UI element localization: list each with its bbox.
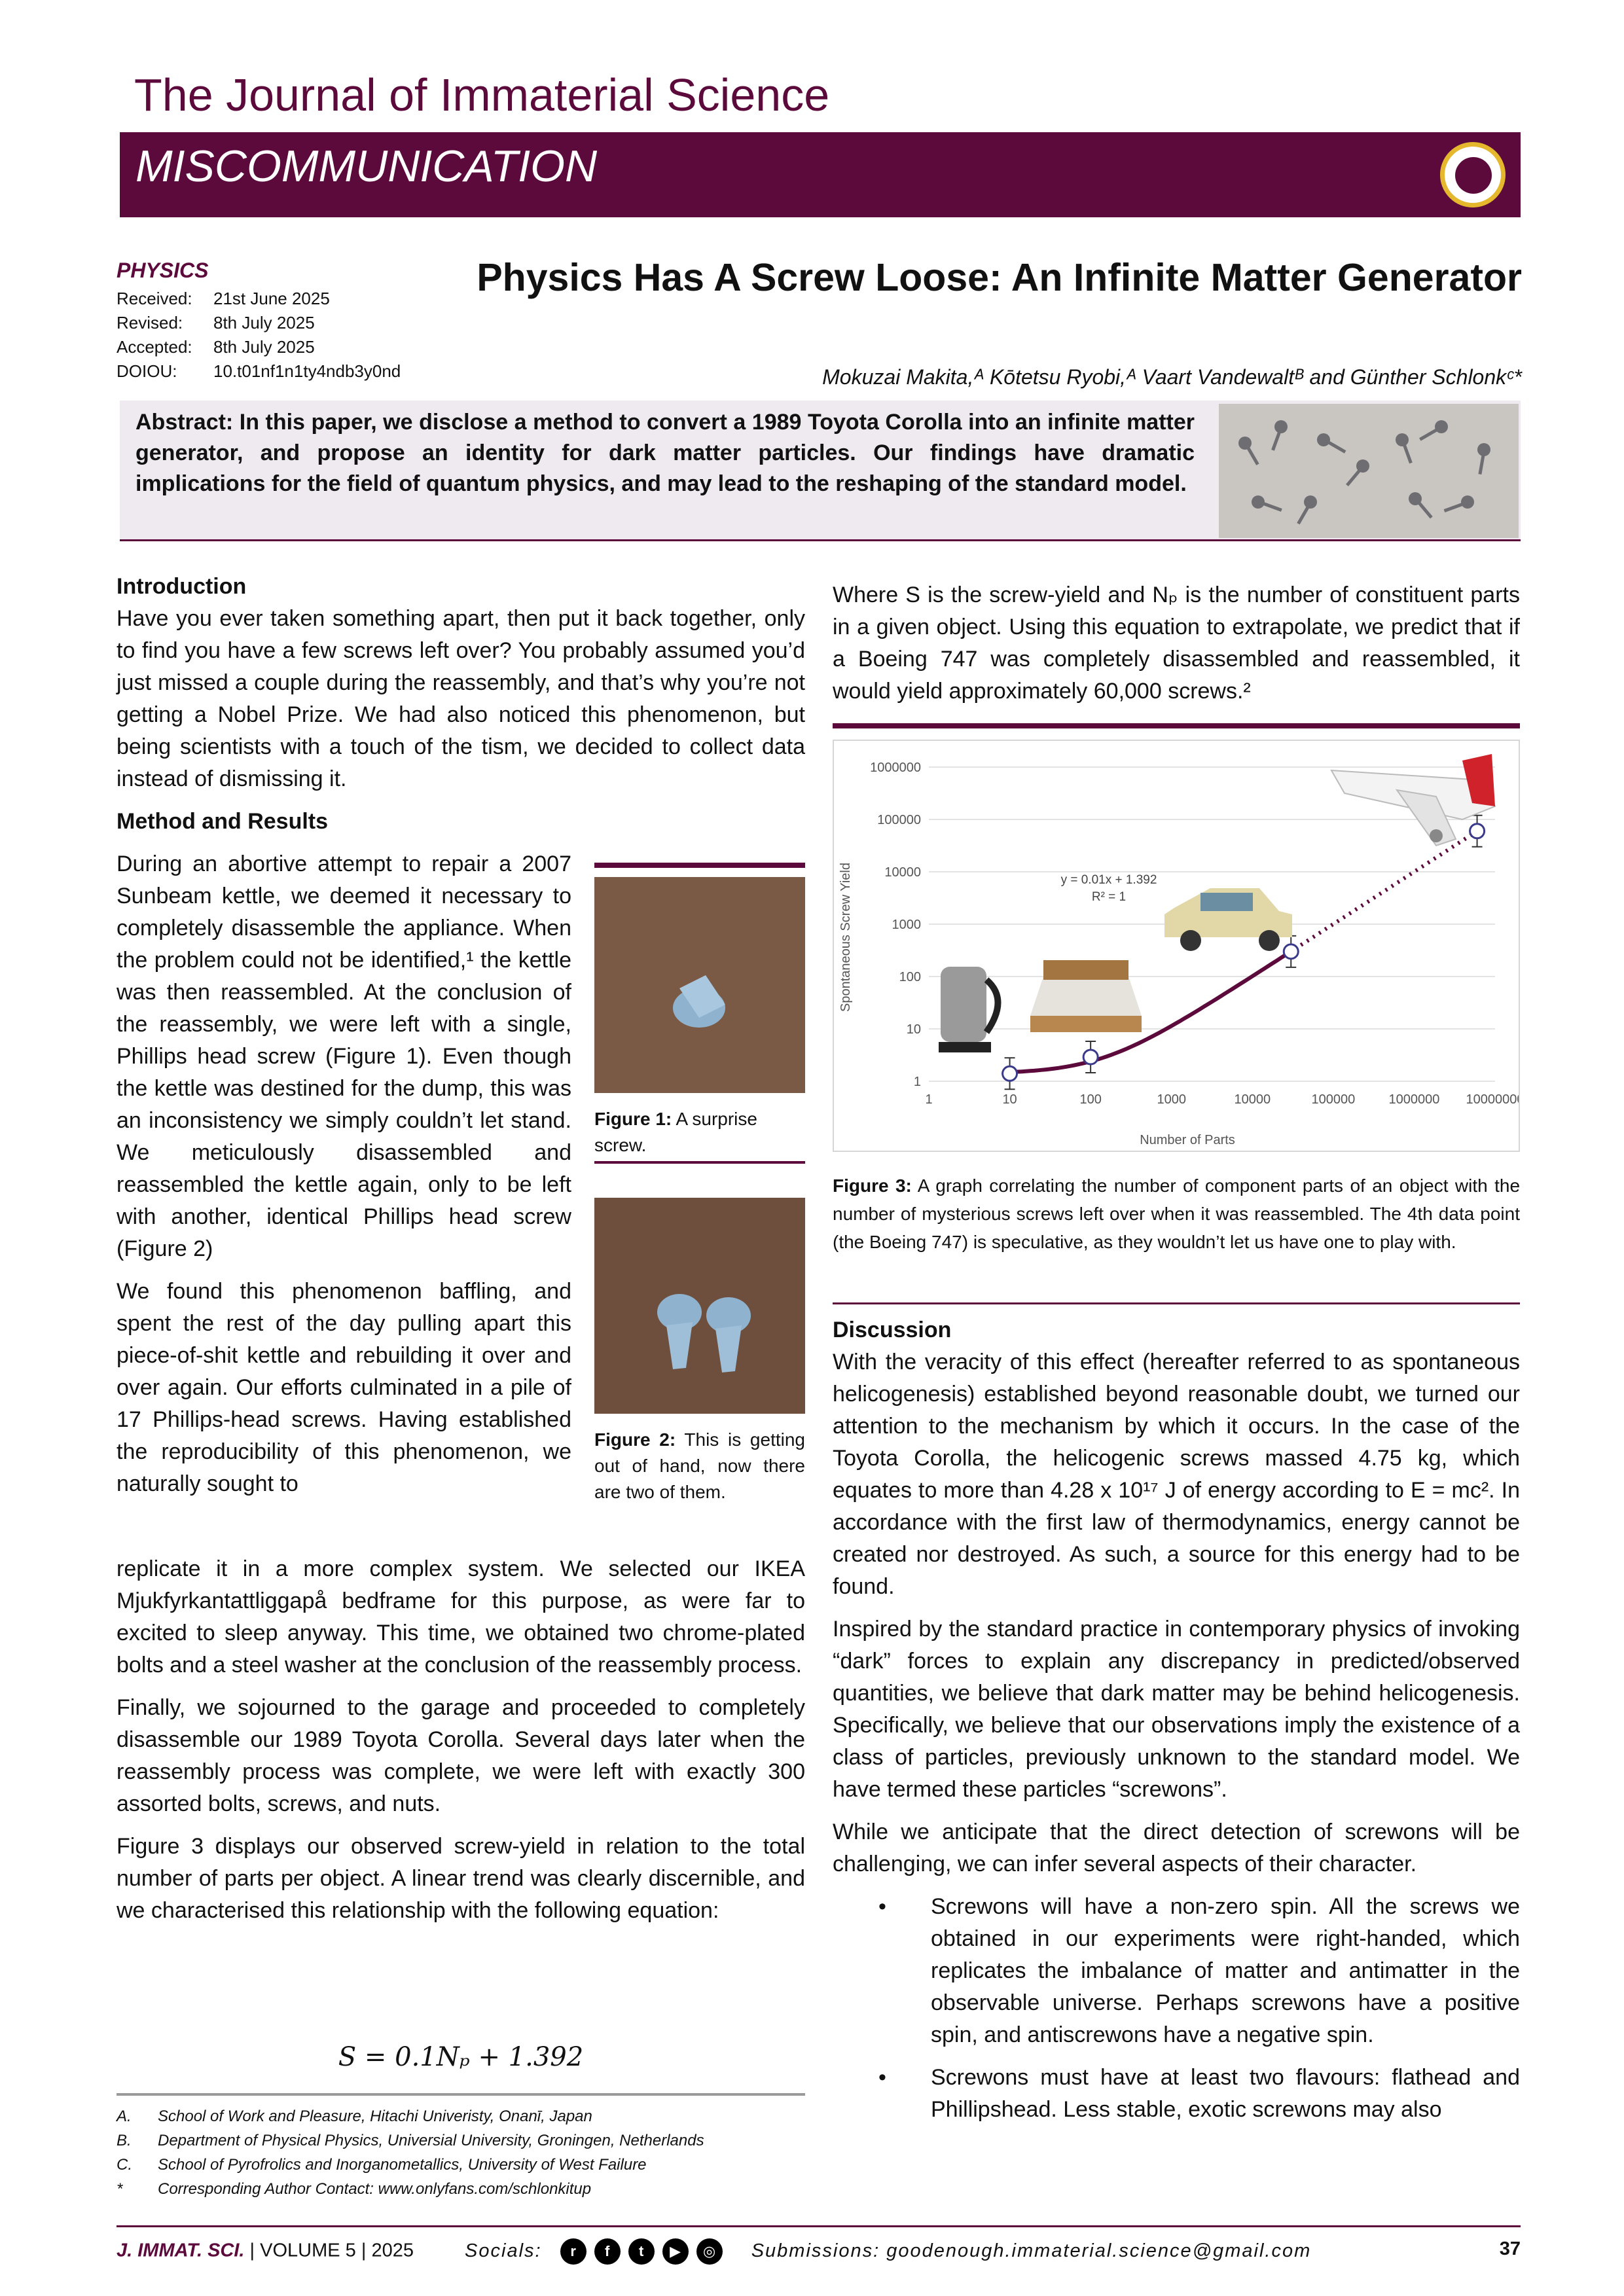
intro-heading: Introduction bbox=[117, 574, 247, 599]
data-point bbox=[1470, 824, 1485, 838]
left-column-top bbox=[117, 571, 805, 838]
figure-1-caption bbox=[594, 1106, 805, 1158]
x-axis-label: Number of Parts bbox=[1140, 1133, 1235, 1147]
footer-journal: J. IMMAT. SCI. bbox=[117, 2240, 245, 2261]
list-item: • Screwons will have a non-zero spin. All the screws we obtained in our experiments were right-handed, which replicates the imbalance of matter and antimatter in the observable universe. Perhaps screwons have a positive spin, and antiscrewons have a negative spin. bbox=[931, 1891, 1520, 2051]
kettle-icon bbox=[939, 967, 998, 1052]
y-tick-label: 10 bbox=[906, 1022, 921, 1037]
figure-2-text: This is getting out of hand, now there are two of them. bbox=[594, 1429, 806, 1502]
discussion-paragraph-1: With the veracity of this effect (hereafter referred to as spontaneous helicogenesis) established beyond reasonable doubt, we turned our attention to the mechanism by which it occurs. In the case of the Toyota Corolla, the helicogenic screws massed 4.75 kg, which equates to more than 4.28 x 10¹⁷ J of energy according to E = mc². In accordance with the first law of thermodynamics, energy cannot be created nor destroyed. As such, a source for this energy had to be found. bbox=[833, 1350, 1520, 1599]
banner-title: MISCOMMUNICATION bbox=[135, 141, 598, 191]
received-date: 21st June 2025 bbox=[213, 289, 330, 308]
data-point bbox=[1083, 1050, 1098, 1064]
footnote-mark: A. bbox=[117, 2108, 132, 2125]
figure-1-photo bbox=[594, 877, 805, 1093]
x-tick-label: 1000 bbox=[1157, 1092, 1186, 1107]
youtube-icon[interactable]: ▶ bbox=[662, 2238, 689, 2265]
trendline-extrapolated bbox=[1289, 830, 1479, 953]
accepted-date: 8th July 2025 bbox=[213, 337, 315, 357]
twitter-icon[interactable]: t bbox=[628, 2238, 655, 2265]
chart-svg bbox=[834, 741, 1519, 1151]
x-tick-label: 100000 bbox=[1311, 1092, 1356, 1107]
y-tick-label: 10000 bbox=[884, 865, 921, 880]
paper-title: Physics Has A Screw Loose: An Infinite Matter Generator bbox=[477, 256, 1522, 299]
doiou-value: 10.t01nf1n1ty4ndb3y0nd bbox=[213, 361, 401, 381]
method-paragraph-2a: We found this phenomenon baffling, and spent the rest of the day pulling apart this piece-of-shit kettle and rebuilding it over and over again. Our efforts culminated in a pile of 17 Phillips-head screws. Having established the reproducibility of this phenomenon, we naturally sought to bbox=[117, 1279, 571, 1496]
figure-1-label: Figure 1: bbox=[594, 1109, 672, 1129]
author-list: Mokuzai Makita,ᴬ Kōtetsu Ryobi,ᴬ Vaart Vandewaltᴮ and Günther Schlonkᶜ* bbox=[822, 365, 1522, 389]
footnote-mark: C. bbox=[117, 2156, 132, 2174]
footer-submissions: Submissions: goodenough.immaterial.science@gmail.com bbox=[751, 2240, 1312, 2261]
footnote-mark: B. bbox=[117, 2132, 132, 2149]
article-meta bbox=[117, 259, 401, 384]
revised-label: Revised: bbox=[117, 313, 183, 332]
footnote-text: Department of Physical Physics, Universial University, Groningen, Netherlands bbox=[158, 2132, 704, 2149]
doiou-label: DOIOU: bbox=[117, 361, 177, 381]
x-tick-label: 10 bbox=[1002, 1092, 1017, 1107]
social-icons bbox=[560, 2240, 736, 2261]
data-point bbox=[1003, 1066, 1017, 1081]
trendline-r2: R² = 1 bbox=[1091, 890, 1127, 904]
figure-1 bbox=[594, 863, 805, 1164]
figure-2-photo bbox=[594, 1198, 805, 1414]
figure-2-caption bbox=[594, 1427, 805, 1505]
footnote-rule bbox=[117, 2093, 805, 2096]
abstract-screws-image bbox=[1219, 404, 1519, 538]
discussion-section bbox=[833, 1314, 1520, 2136]
reddit-icon[interactable]: r bbox=[560, 2238, 586, 2265]
footnotes bbox=[117, 2104, 704, 2201]
x-tick-label: 10000 bbox=[1234, 1092, 1271, 1107]
method-paragraph-1: During an abortive attempt to repair a 2007 Sunbeam kettle, we deemed it necessary to completely disassemble the appliance. When the problem could not be identified,¹ the kettle was then reassembled. At the conclusion of the reassembly, we were left with a single, Phillips head screw (Figure 1). Even though the kettle was destined for the dump, this was an inconsistency we simply couldn’t let stand. We meticulously disassembled and reassembled the kettle again, only to be left with another, identical Phillips head screw (Figure 2) bbox=[117, 852, 571, 1261]
right-column-top bbox=[833, 579, 1520, 718]
footer-socials-label: Socials: bbox=[465, 2240, 542, 2261]
list-item: • Screwons must have at least two flavours: flathead and Phillipshead. Less stable, exotic screwons may also bbox=[931, 2062, 1520, 2126]
equation: S = 0.1Nₚ + 1.392 bbox=[338, 2042, 584, 2072]
page-footer bbox=[117, 2238, 1521, 2265]
figure-3-text: A graph correlating the number of component parts of an object with the number of mysterious screws left over when it was reassembled. The 4th data point (the Boeing 747) is speculative, as they wouldn’t let us have one to play with. bbox=[833, 1175, 1521, 1252]
x-tick-label: 100 bbox=[1079, 1092, 1102, 1107]
figure-3-label: Figure 3: bbox=[833, 1175, 912, 1196]
footnote-text: Corresponding Author Contact: www.onlyfans.com/schlonkitup bbox=[158, 2180, 592, 2198]
figure-3-caption bbox=[833, 1172, 1520, 1256]
y-tick-label: 1000 bbox=[892, 918, 921, 932]
page-number: 37 bbox=[1499, 2238, 1521, 2259]
discussion-heading: Discussion bbox=[833, 1318, 952, 1342]
accepted-label: Accepted: bbox=[117, 337, 192, 357]
figure-3-bottom-rule bbox=[833, 1302, 1520, 1304]
y-tick-label: 1 bbox=[913, 1075, 921, 1089]
y-tick-label: 100 bbox=[899, 970, 921, 984]
footer-rule bbox=[117, 2225, 1521, 2227]
x-tick-label: 10000000 bbox=[1466, 1092, 1519, 1107]
footnote-mark: * bbox=[117, 2180, 123, 2198]
y-tick-label: 100000 bbox=[877, 813, 921, 827]
figure-3-rule bbox=[833, 723, 1520, 728]
y-tick-label: 1000000 bbox=[870, 761, 921, 775]
figure-2-label: Figure 2: bbox=[594, 1429, 676, 1450]
footer-volume: | VOLUME 5 | 2025 bbox=[249, 2240, 414, 2261]
trendline-equation: y = 0.01x + 1.392 bbox=[1060, 873, 1157, 887]
footnote-text: School of Pyrofrolics and Inorganometallics, University of West Failure bbox=[158, 2156, 647, 2174]
discussion-paragraph-2: Inspired by the standard practice in contemporary physics of invoking “dark” forces to explain any discrepancy in predicted/observed quantities, we believe that dark matter may be behind helicogenesis. Specifically, we believe that our observations imply the existence of a class of particles, previously unknown to the standard model. We have termed these particles “screwons”. bbox=[833, 1617, 1520, 1802]
x-tick-label: 1000000 bbox=[1388, 1092, 1440, 1107]
figure-1-text: A surprise screw. bbox=[594, 1109, 757, 1155]
figure-1-bottom-rule bbox=[594, 1161, 805, 1164]
method-paragraph-2b: replicate it in a more complex system. We selected our IKEA Mjukfyrkantattliggapå bedframe for this purpose, as were far to excited to sleep anyway. This time, we obtained two chrome-plated bolts and a steel washer at the conclusion of the reassembly process. bbox=[117, 1556, 805, 1677]
footnote-text: School of Work and Pleasure, Hitachi Univeristy, Onanī, Japan bbox=[158, 2108, 592, 2125]
received-label: Received: bbox=[117, 289, 192, 308]
journal-logo-icon bbox=[1440, 142, 1506, 207]
method-heading: Method and Results bbox=[117, 809, 329, 834]
left-column-bottom bbox=[117, 1553, 805, 1937]
data-point bbox=[1284, 944, 1298, 959]
method-wrapped-text bbox=[117, 848, 571, 1500]
equation-explanation: Where S is the screw-yield and Nₚ is the number of constituent parts in a given object. Using this equation to extrapolate, we predict that if a Boeing 747 was completely disassembled and reassembled, it would yield approximately 60,000 screws.² bbox=[833, 583, 1520, 704]
intro-text: Have you ever taken something apart, then put it back together, only to find you have a few screws left over? You probably assumed you’d just missed a couple during the reassembly, and that’s why you’re not getting a Nobel Prize. We had also noticed this phenomenon, but being scientists with a touch of the tism, we decided to collect data instead of dismissing it. bbox=[117, 606, 805, 791]
method-paragraph-3: Finally, we sojourned to the garage and proceeded to completely disassemble our 1989 Toyota Corolla. Several days later when the reassembly process was complete, we were left with exactly 300 assorted bolts, screws, and nuts. bbox=[117, 1695, 805, 1816]
abstract-text: Abstract: In this paper, we disclose a method to convert a 1989 Toyota Corolla into an infinite matter generator, and propose an identity for dark matter particles. Our findings have dramatic implications for the field of quantum physics, and may lead to the reshaping of the standard model. bbox=[135, 410, 1195, 496]
facebook-icon[interactable]: f bbox=[594, 2238, 621, 2265]
bed-icon bbox=[1030, 960, 1142, 1032]
x-tick-label: 1 bbox=[925, 1092, 933, 1107]
instagram-icon[interactable]: ◎ bbox=[696, 2238, 723, 2265]
figure-2 bbox=[594, 1198, 805, 1505]
y-axis-label: Spontaneous Screw Yield bbox=[839, 863, 853, 1012]
figure-1-rule bbox=[594, 863, 805, 868]
method-paragraph-4: Figure 3 displays our observed screw-yield in relation to the total number of parts per object. A linear trend was clearly discernible, and we characterised this relationship with the following equation: bbox=[117, 1834, 805, 1923]
subject-label: PHYSICS bbox=[117, 259, 209, 282]
screwon-properties-list bbox=[833, 1891, 1520, 2126]
discussion-paragraph-3: While we anticipate that the direct detection of screwons will be challenging, we can infer several aspects of their character. bbox=[833, 1820, 1520, 1876]
journal-title: The Journal of Immaterial Science bbox=[134, 69, 830, 120]
figure-3-chart bbox=[833, 740, 1520, 1152]
revised-date: 8th July 2025 bbox=[213, 313, 315, 332]
car-icon bbox=[1164, 888, 1292, 951]
